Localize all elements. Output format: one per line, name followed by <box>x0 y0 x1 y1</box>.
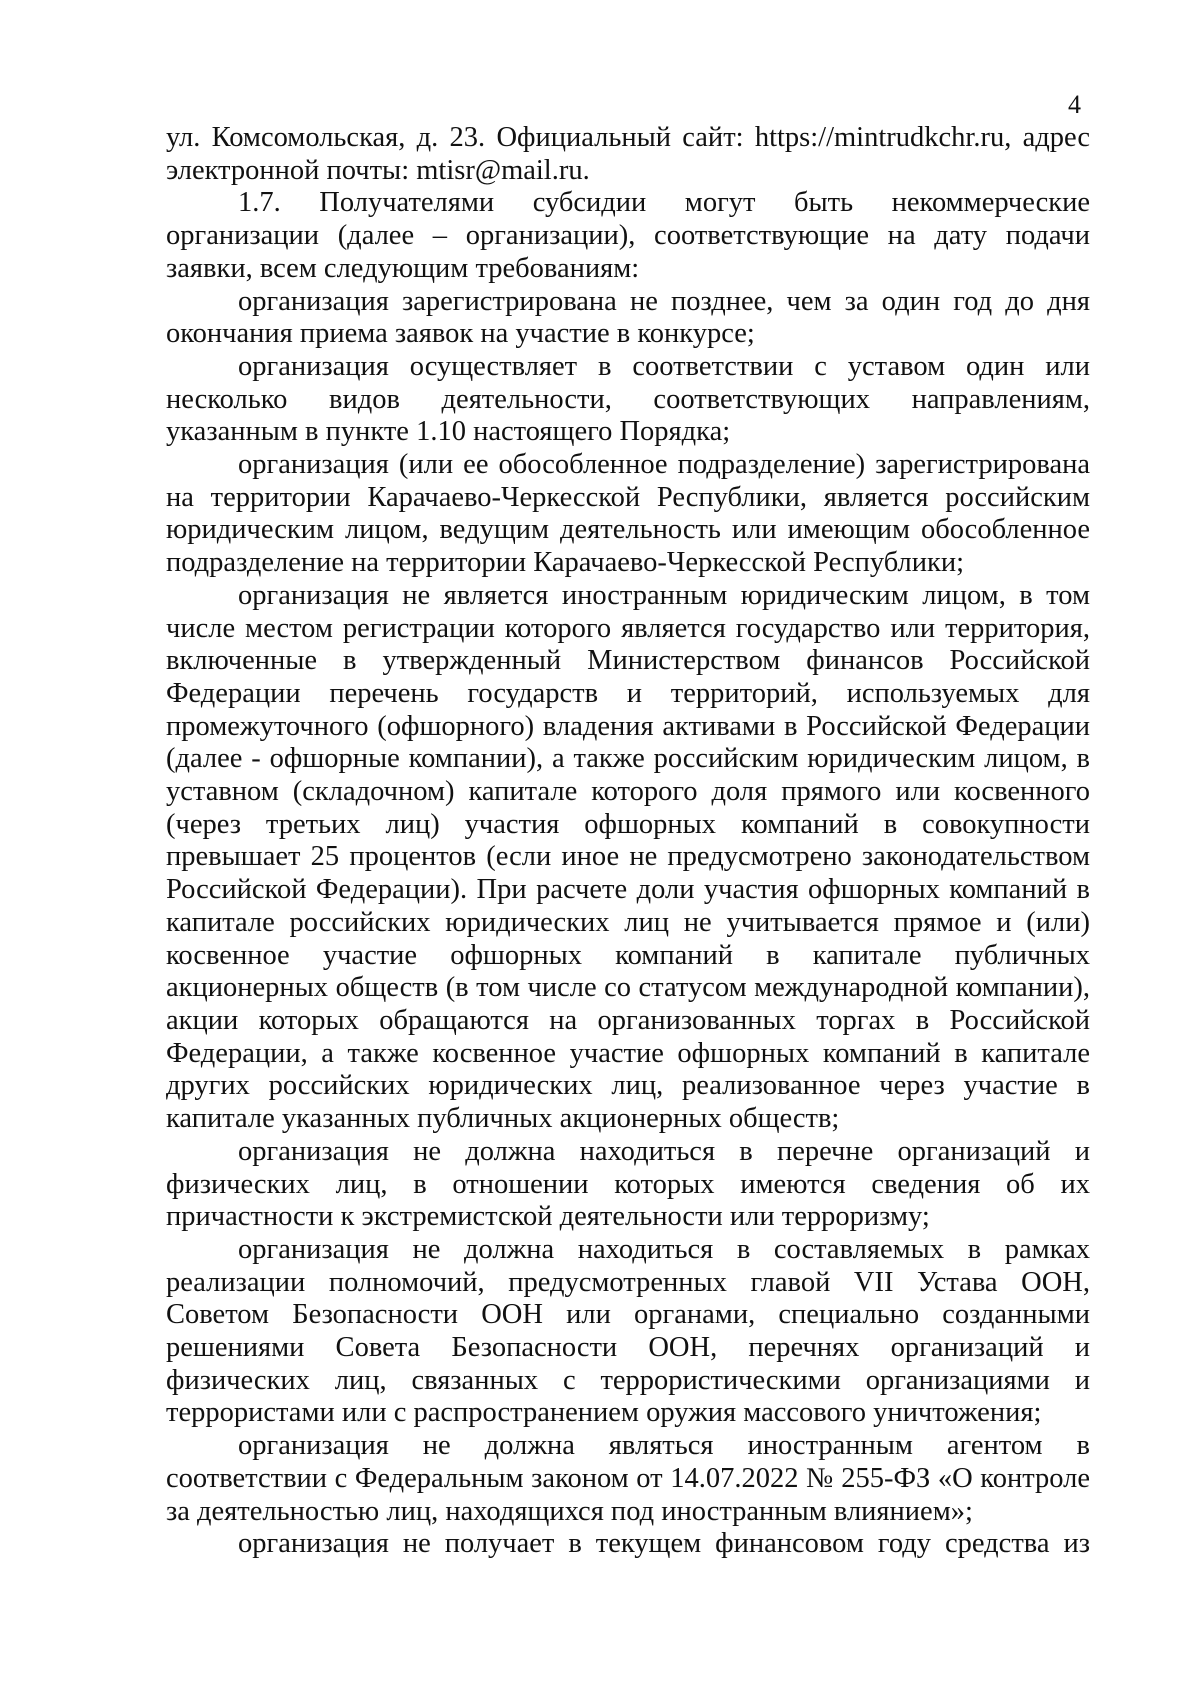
paragraph-clause-1-7: 1.7. Получателями субсидии могут быть некоммерческие организации (далее – организации), соответствующие на дату подачи заявки, всем следующим требованиям: <box>166 187 1090 284</box>
paragraph-requirement-not-extremist: организация не должна находиться в перечне организаций и физических лиц, в отношении которых имеются сведения об их причастности к экстремистской деятельности или терроризму; <box>166 1135 1090 1233</box>
paragraph-address-continuation: ул. Комсомольская, д. 23. Официальный сайт: https://mintrudkchr.ru, адрес электронной почты: mtisr@mail.ru. <box>166 122 1090 186</box>
paragraph-requirement-territory: организация (или ее обособленное подразделение) зарегистрирована на территории Карачаево-Черкесской Республики, является российским юридическим лицом, ведущим деятельность или имеющим обособленное подразделение на территории Карачаево-Черкесской Республики; <box>166 449 1090 579</box>
paragraph-requirement-no-funds: организация не получает в текущем финансовом году средства из <box>238 1528 1090 1560</box>
paragraph-requirement-activities: организация осуществляет в соответствии с уставом один или несколько видов деятельности, соответствующих направлениям, указанным в пункте 1.10 настоящего Порядка; <box>166 350 1090 448</box>
paragraph-requirement-un-lists: организация не должна находиться в составляемых в рамках реализации полномочий, предусмотренных главой VII Устава ООН, Советом Безопасности ООН или органами, специально созданными решениями Совета Безопасности ООН, перечнях организаций и физических лиц, связанных с террористическими организациями и террористами или с распространением оружия массового уничтожения; <box>166 1233 1090 1429</box>
paragraph-requirement-registration-date: организация зарегистрирована не позднее, чем за один год до дня окончания приема заявок на участие в конкурсе; <box>166 285 1090 350</box>
page-number: 4 <box>1068 90 1081 119</box>
document-body <box>166 122 1090 1561</box>
paragraph-requirement-not-foreign: организация не является иностранным юридическим лицом, в том числе местом регистрации которого является государство или территория, включенные в утвержденный Министерством финансов Российской Федерации перечень государств и территорий, используемых для промежуточного (офшорного) владения активами в Российской Федерации (далее - офшорные компании), а также российским юридическим лицом, в уставном (складочном) капитале которого доля прямого или косвенного (через третьих лиц) участия офшорных компаний в совокупности превышает 25 процентов (если иное не предусмотрено законодательством Российской Федерации). При расчете доли участия офшорных компаний в капитале российских юридических лиц не учитывается прямое и (или) косвенное участие офшорных компаний в капитале публичных акционерных обществ (в том числе со статусом международной компании), акции которых обращаются на организованных торгах в Российской Федерации, а также косвенное участие офшорных компаний в капитале других российских юридических лиц, реализованное через участие в капитале указанных публичных акционерных обществ; <box>166 579 1090 1135</box>
paragraph-requirement-not-foreign-agent: организация не должна являться иностранным агентом в соответствии с Федеральным законом от 14.07.2022 № 255-ФЗ «О контроле за деятельностью лиц, находящихся под иностранным влиянием»; <box>166 1430 1090 1527</box>
